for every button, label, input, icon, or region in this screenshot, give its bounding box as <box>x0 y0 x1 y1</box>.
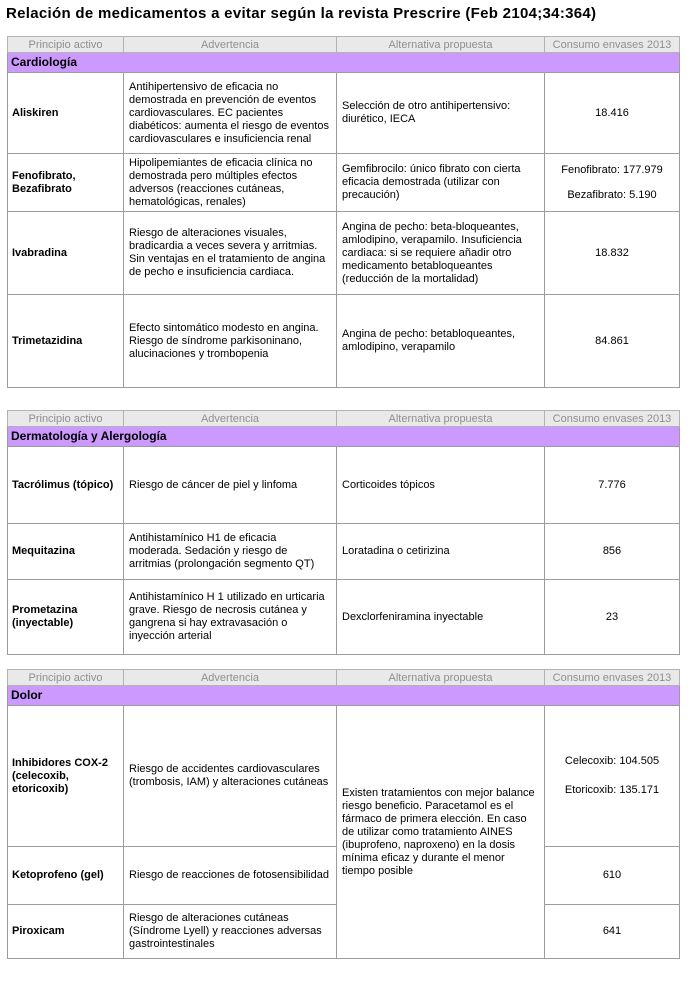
table-row-fenofibrato <box>8 154 680 212</box>
cell-alternativa: Gemfibrocilo: único fibrato con cierta eficacia demostrada (utilizar con precaución) <box>337 154 545 212</box>
table-cardiologia <box>7 36 680 388</box>
cell-principio: Ketoprofeno (gel) <box>8 847 124 905</box>
col-header-consumo: Consumo envases 2013 <box>545 670 680 686</box>
table-row-prometazina <box>8 580 680 655</box>
consumo-value: Fenofibrato: 177.979 <box>561 163 663 176</box>
consumo-value: 18.832 <box>595 246 629 259</box>
consumo-value: Celecoxib: 104.505 <box>564 755 660 767</box>
column-header-row <box>8 37 680 53</box>
consumo-value: 23 <box>605 610 619 623</box>
section-title: Cardiología <box>8 53 680 73</box>
section-title: Dolor <box>8 686 680 706</box>
col-header-principio-activo: Principio activo <box>8 37 124 53</box>
section-title: Dermatología y Alergología <box>8 427 680 447</box>
column-header-row <box>8 670 680 686</box>
table-row-trimetazidina <box>8 295 680 388</box>
cell-consumo <box>545 706 680 847</box>
cell-alternativa-shared: Existen tratamientos con mejor balance riesgo beneficio. Paracetamol es el fármaco de primera elección. En caso de utilizar como tratamiento AINES (ibuprofeno, naproxeno) en la dosis mínima eficaz y durante el menor tiempo posible <box>337 706 545 959</box>
consumo-value: Bezafibrato: 5.190 <box>567 188 657 201</box>
cell-advertencia: Hipolipemiantes de eficacia clínica no demostrada pero múltiples efectos adversos (reacciones cutáneas, hematológicas, renales) <box>124 154 337 212</box>
cell-advertencia: Antihistamínico H 1 utilizado en urticaria grave. Riesgo de necrosis cutánea y gangrena si hay extravasación o inyección arterial <box>124 580 337 655</box>
consumo-value: Etoricoxib: 135.171 <box>564 784 660 796</box>
section-row-cardiologia <box>8 53 680 73</box>
table-dermatologia <box>7 410 680 655</box>
cell-principio: Trimetazidina <box>8 295 124 388</box>
cell-principio: Fenofibrato, Bezafibrato <box>8 154 124 212</box>
cell-principio: Prometazina (inyectable) <box>8 580 124 655</box>
table-row-ivabradina <box>8 212 680 295</box>
cell-consumo <box>545 847 680 905</box>
col-header-alternativa: Alternativa propuesta <box>337 411 545 427</box>
cell-advertencia: Riesgo de reacciones de fotosensibilidad <box>124 847 337 905</box>
consumo-value: 84.861 <box>595 334 629 347</box>
cell-principio: Mequitazina <box>8 524 124 580</box>
cell-alternativa: Loratadina o cetirizina <box>337 524 545 580</box>
cell-consumo <box>545 154 680 212</box>
cell-consumo <box>545 295 680 388</box>
cell-advertencia: Riesgo de cáncer de piel y linfoma <box>124 447 337 524</box>
column-header-row <box>8 411 680 427</box>
consumo-value: 7.776 <box>598 478 626 491</box>
consumo-value: 18.416 <box>595 106 629 119</box>
cell-advertencia: Riesgo de alteraciones cutáneas (Síndrome Lyell) y reacciones adversas gastrointestinales <box>124 905 337 959</box>
cell-advertencia: Riesgo de accidentes cardiovasculares (trombosis, IAM) y alteraciones cutáneas <box>124 706 337 847</box>
consumo-value: 641 <box>602 925 622 937</box>
consumo-value: 856 <box>602 545 622 557</box>
page-title: Relación de medicamentos a evitar según la revista Prescrire (Feb 2104;34:364) <box>6 5 597 22</box>
cell-advertencia: Riesgo de alteraciones visuales, bradicardia a veces severa y arritmias. Sin ventajas en el tratamiento de angina de pecho e insuficiencia cardiaca. <box>124 212 337 295</box>
cell-consumo <box>545 73 680 154</box>
cell-consumo <box>545 905 680 959</box>
cell-consumo <box>545 212 680 295</box>
cell-advertencia: Antihistamínico H1 de eficacia moderada. Sedación y riesgo de arritmias (prolongación segmento QT) <box>124 524 337 580</box>
cell-advertencia: Antihipertensivo de eficacia no demostrada en prevención de eventos cardiovasculares. EC pacientes diabéticos: aumenta el riesgo de eventos cardiovasculares e insuficiencia renal <box>124 73 337 154</box>
col-header-consumo: Consumo envases 2013 <box>545 37 680 53</box>
cell-alternativa: Corticoides tópicos <box>337 447 545 524</box>
col-header-consumo: Consumo envases 2013 <box>545 411 680 427</box>
cell-alternativa: Angina de pecho: beta-bloqueantes, amlodipino, verapamilo. Insuficiencia cardiaca: si se requiere añadir otro medicamento betabloqueantes (reducción de la mortalidad) <box>337 212 545 295</box>
cell-principio: Tacrólimus (tópico) <box>8 447 124 524</box>
col-header-alternativa: Alternativa propuesta <box>337 670 545 686</box>
cell-principio: Aliskiren <box>8 73 124 154</box>
table-row-aliskiren <box>8 73 680 154</box>
col-header-principio-activo: Principio activo <box>8 670 124 686</box>
col-header-alternativa: Alternativa propuesta <box>337 37 545 53</box>
table-dolor <box>7 669 680 959</box>
col-header-advertencia: Advertencia <box>124 670 337 686</box>
cell-consumo <box>545 580 680 655</box>
cell-consumo <box>545 447 680 524</box>
cell-advertencia: Efecto sintomático modesto en angina. Riesgo de síndrome parkisoninano, alucinaciones y trombopenia <box>124 295 337 388</box>
cell-alternativa: Selección de otro antihipertensivo: diurético, IECA <box>337 73 545 154</box>
section-row-dolor <box>8 686 680 706</box>
cell-principio: Ivabradina <box>8 212 124 295</box>
consumo-value: 610 <box>602 869 622 881</box>
col-header-advertencia: Advertencia <box>124 37 337 53</box>
cell-alternativa: Dexclorfeniramina inyectable <box>337 580 545 655</box>
table-row-cox2 <box>8 706 680 847</box>
cell-alternativa: Angina de pecho: betabloqueantes, amlodipino, verapamilo <box>337 295 545 388</box>
cell-principio: Piroxicam <box>8 905 124 959</box>
section-row-dermatologia <box>8 427 680 447</box>
table-row-mequitazina <box>8 524 680 580</box>
col-header-advertencia: Advertencia <box>124 411 337 427</box>
cell-consumo <box>545 524 680 580</box>
table-row-tacrolimus <box>8 447 680 524</box>
cell-principio: Inhibidores COX-2 (celecoxib, etoricoxib) <box>8 706 124 847</box>
col-header-principio-activo: Principio activo <box>8 411 124 427</box>
